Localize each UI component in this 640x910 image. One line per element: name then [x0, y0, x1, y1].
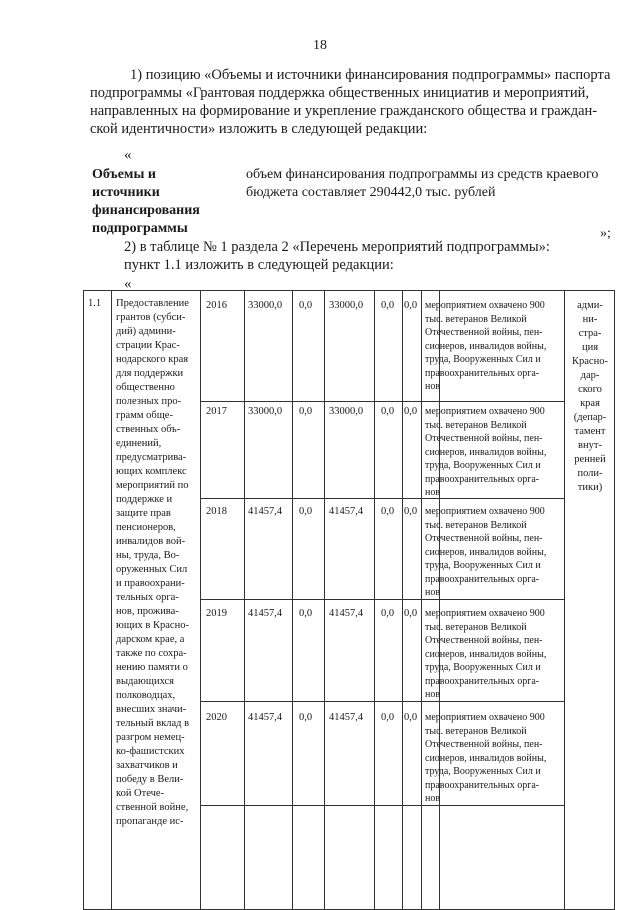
amount: 0,0	[404, 506, 418, 517]
year: 2017	[206, 406, 227, 417]
description-line: полезных про-	[116, 396, 182, 407]
executor-line: (депар-	[573, 412, 607, 423]
description-line: предусматрива-	[116, 452, 187, 463]
description-line: нов, прожива-	[116, 606, 179, 617]
amount: 0,0	[381, 300, 395, 311]
description-line: инвалидов вой-	[116, 536, 186, 547]
amount: 33000,0	[329, 406, 364, 417]
result	[425, 607, 561, 702]
result-line: правоохранительных орга-	[425, 779, 540, 791]
item-description	[116, 297, 198, 829]
executor-line: тики)	[577, 482, 603, 493]
result-line: правоохранительных орга-	[425, 675, 540, 687]
amount: 0,0	[381, 608, 395, 619]
description-line: страции Крас-	[116, 340, 180, 351]
description-line: победу в Вели-	[116, 774, 184, 785]
item-2-line: пункт 1.1 изложить в следующей редакции:	[124, 257, 394, 273]
result-line: мероприятием охвачено 900	[425, 300, 545, 311]
amount: 0,0	[381, 712, 395, 723]
result-line: мероприятием охвачено 900	[425, 506, 545, 517]
amount: 0,0	[299, 300, 313, 311]
item-2-line: 2) в таблице № 1 раздела 2 «Перечень мероприятий подпрограммы»:	[124, 239, 550, 255]
description-line: поддержке и	[116, 494, 173, 505]
item-number: 1.1	[88, 298, 102, 309]
result-line: мероприятием охвачено 900	[425, 608, 545, 619]
amount: 0,0	[299, 506, 313, 517]
result-line: сионеров, инвалидов войны,	[425, 752, 547, 764]
description-line: полководцах,	[116, 690, 176, 701]
executor-line: ренней	[574, 454, 606, 465]
year: 2018	[206, 506, 227, 517]
item-1-text	[90, 66, 610, 138]
year: 2016	[206, 300, 227, 311]
result-line: нов	[425, 793, 441, 804]
description-line: тельных орга-	[116, 592, 179, 603]
description-line: кой Отече-	[116, 788, 165, 799]
amount: 41457,4	[329, 506, 364, 517]
description-line: дий) админи-	[116, 326, 176, 337]
amount: 0,0	[299, 712, 313, 723]
description-line: захватчиков и	[116, 760, 178, 771]
result-line: Отечественной войны, пен-	[425, 433, 543, 444]
result-line: Отечественной войны, пен-	[425, 739, 543, 750]
total-amount: 41457,4	[248, 506, 283, 517]
description-line: ственных объ-	[116, 424, 181, 435]
description-line: единений,	[116, 438, 162, 449]
description-line: тельный вклад в	[116, 718, 190, 729]
result-line: тыс. ветеранов Великой	[425, 419, 527, 431]
amount: 0,0	[299, 406, 313, 417]
total-amount: 41457,4	[248, 608, 283, 619]
executor-line: ни-	[582, 314, 598, 325]
description-line: грамм обще-	[116, 410, 173, 421]
result-line: сионеров, инвалидов войны,	[425, 648, 547, 660]
executor-line: внут-	[578, 440, 602, 451]
amount: 0,0	[404, 300, 418, 311]
executor-line: ского	[578, 384, 602, 395]
description-line: для поддержки	[116, 368, 184, 379]
executor-line: края	[580, 398, 600, 409]
quote-close: »;	[600, 226, 611, 241]
description-line: защите прав	[116, 508, 171, 519]
description-line: ны, труда, Во-	[116, 550, 180, 561]
result-line: сионеров, инвалидов войны,	[425, 446, 547, 458]
description-line: выдающихся	[116, 676, 175, 687]
amount: 0,0	[381, 506, 395, 517]
result-line: тыс. ветеранов Великой	[425, 313, 527, 325]
total-amount: 33000,0	[248, 406, 283, 417]
executor-line: ция	[581, 342, 599, 353]
result-line: труда, Вооруженных Сил и	[425, 662, 541, 673]
result-line: нов	[425, 381, 441, 392]
amount: 33000,0	[329, 300, 364, 311]
description-line: нению памяти о	[116, 662, 188, 673]
result-line: правоохранительных орга-	[425, 573, 540, 585]
description-line: пенсионеров,	[116, 522, 176, 533]
result-line: тыс. ветеранов Великой	[425, 621, 527, 633]
description-line: мероприятий по	[116, 480, 189, 491]
result-line: сионеров, инвалидов войны,	[425, 340, 547, 352]
result-line: сионеров, инвалидов войны,	[425, 546, 547, 558]
description-line: внесших значи-	[116, 704, 187, 715]
total-amount: 41457,4	[248, 712, 283, 723]
result-line: тыс. ветеранов Великой	[425, 519, 527, 531]
page-number: 18	[313, 38, 327, 53]
result-line: правоохранительных орга-	[425, 473, 540, 485]
executor-line: стра-	[578, 328, 602, 339]
result-line: труда, Вооруженных Сил и	[425, 560, 541, 571]
result-line: Отечественной войны, пен-	[425, 327, 543, 338]
item-1-line: 1) позицию «Объемы и источники финансирования подпрограммы» паспорта	[130, 67, 611, 83]
item-1-line: направленных на формирование и укрепление гражданского общества и граждан-	[90, 103, 598, 119]
result-line: нов	[425, 587, 441, 598]
description-line: Предоставление	[116, 298, 189, 309]
amount: 0,0	[404, 406, 418, 417]
result-line: правоохранительных орга-	[425, 367, 540, 379]
amount: 0,0	[404, 608, 418, 619]
amount: 0,0	[381, 406, 395, 417]
total-amount: 33000,0	[248, 300, 283, 311]
description-line: дарском крае, а	[116, 634, 185, 645]
year: 2019	[206, 608, 227, 619]
amount: 0,0	[299, 608, 313, 619]
description-line: ющих комплекс	[116, 466, 187, 477]
result	[425, 299, 561, 394]
result	[425, 405, 561, 500]
executor-line: Красно-	[572, 356, 608, 367]
passport-label: Объемы и источники финансирования подпрограммы	[92, 167, 200, 236]
result-line: Отечественной войны, пен-	[425, 635, 543, 646]
description-line: ко-фашистских	[116, 746, 185, 757]
executor-line: дар-	[580, 370, 600, 381]
description-line: пропаганде ис-	[116, 816, 184, 827]
result-line: труда, Вооруженных Сил и	[425, 460, 541, 471]
description-line: ственной войне,	[116, 802, 189, 813]
result-line: нов	[425, 487, 441, 498]
item-2-text	[124, 238, 550, 274]
result-line: Отечественной войны, пен-	[425, 533, 543, 544]
result-line: нов	[425, 689, 441, 700]
executor-line: тамент	[574, 426, 606, 437]
result	[425, 505, 561, 600]
result-line: тыс. ветеранов Великой	[425, 725, 527, 737]
result-line: мероприятием охвачено 900	[425, 712, 545, 723]
description-line: и правоохрани-	[116, 578, 185, 589]
year: 2020	[206, 712, 227, 723]
description-line: оруженных Сил	[116, 564, 188, 575]
executor-line: адми-	[577, 300, 603, 311]
passport-value: объем финансирования подпрограммы из средств краевого бюджета составляет 290442,0 тыс. рублей	[246, 167, 599, 200]
quote-open: «	[124, 147, 132, 163]
description-line: разгром немец-	[116, 732, 185, 743]
amount: 0,0	[404, 712, 418, 723]
description-line: ющих в Красно-	[116, 620, 189, 631]
item-1-line: ской идентичности» изложить в следующей редакции:	[90, 121, 428, 137]
result-line: труда, Вооруженных Сил и	[425, 354, 541, 365]
description-line: нодарского края	[116, 354, 189, 365]
result-line: труда, Вооруженных Сил и	[425, 766, 541, 777]
amount: 41457,4	[329, 712, 364, 723]
measures-table	[83, 290, 615, 910]
description-line: также по сохра-	[116, 648, 187, 659]
quote-open: «	[124, 276, 132, 292]
result-line: мероприятием охвачено 900	[425, 406, 545, 417]
result	[425, 711, 561, 806]
amount: 41457,4	[329, 608, 364, 619]
description-line: грантов (субси-	[116, 312, 186, 323]
executor-line: поли-	[577, 468, 603, 479]
item-1-line: подпрограммы «Грантовая поддержка общественных инициатив и мероприятий,	[90, 85, 590, 101]
description-line: общественно	[116, 382, 175, 393]
executor	[566, 299, 614, 495]
